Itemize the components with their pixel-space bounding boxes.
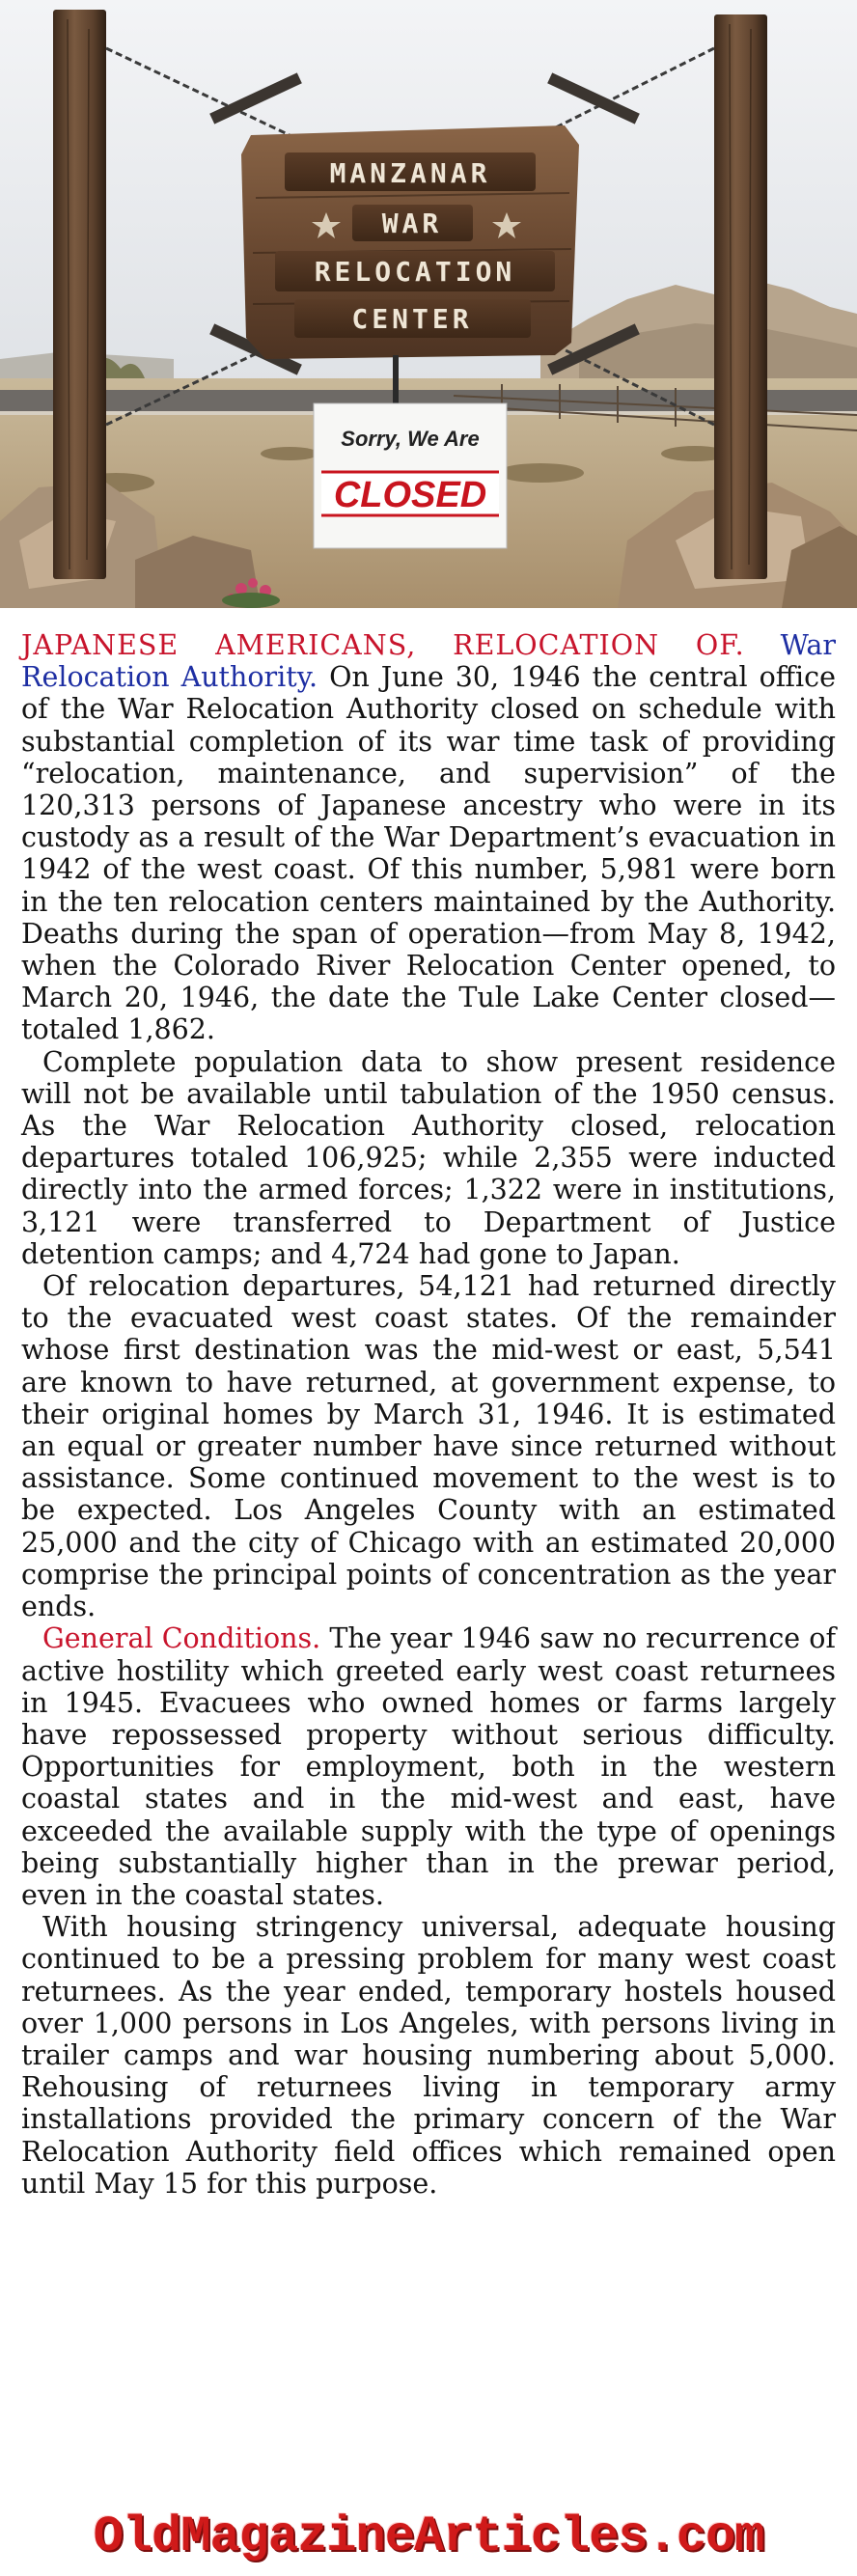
site-watermark — [0, 2506, 857, 2576]
article-body — [21, 629, 836, 2200]
manzanar-sign-photo — [0, 0, 857, 608]
site-name: OldMagazineArticles.com — [93, 2508, 764, 2565]
sign-line-relocation: RELOCATION — [314, 256, 516, 288]
sign-line-center: CENTER — [351, 303, 473, 335]
photo-illustration — [0, 0, 857, 608]
article-paragraph-5: With housing stringency universal, adequate housing continued to be a pressing problem for many west coast returnees. As the year ended, temporary hostels housed over 1,000 persons in Los Angeles, with persons living in trailer camps and war housing numbering about 5,000. Rehousing of returnees living in temporary army installations provided the primary concern of the War Relocation Authority field offices which remained open until May 15 for this purpose. — [21, 1911, 836, 2200]
sign-line-manzanar: MANZANAR — [329, 157, 491, 189]
article-heading: JAPANESE AMERICANS, RELOCATION OF. — [21, 629, 745, 661]
section-heading-general-conditions: General Conditions. — [42, 1622, 321, 1655]
paragraph-text: On June 30, 1946 the central office of the War Relocation Authority closed on schedule with substantial completion of its war time task of providing “relocation, maintenance, and supervision” of the 120,313 persons of Japanese ancestry who were in its custody as a result of the War Department’s evacuation in 1942 of the west coast. Of this number, 5,981 were born in the ten relocation centers maintained by the Authority. Deaths during the span of operation—from May 8, 1942, when the Colorado River Relocation Center opened, to March 20, 1946, the date the Tule Lake Center closed—totaled 1,862. — [21, 661, 836, 1046]
closed-sign — [314, 403, 507, 548]
article-paragraph-1 — [21, 629, 836, 1046]
sign-line-war: WAR — [381, 208, 443, 239]
article-subject: War Relocation Authority. — [21, 629, 837, 694]
article-paragraph-3: Of relocation departures, 54,121 had returned directly to the evacuated west coast states. Of the remainder whose first destination was the mid-west or east, 5,541 are known to have returned, at government expense, to their original homes by March 31, 1946. It is estimated an equal or greater number have since returned without assistance. Some continued movement to the west is to be expected. Los Angeles County with an estimated 25,000 and the city of Chicago with an estimated 20,000 comprise the principal points of concentration as the year ends. — [21, 1270, 836, 1623]
closed-sign-main-text: CLOSED — [333, 475, 487, 515]
article-paragraph-2: Complete population data to show present residence will not be available until tabulation of the 1950 census. As the War Relocation Authority closed, relocation departures totaled 106,925; while 2,355 were inducted directly into the armed forces; 1,322 were in institutions, 3,121 were transferred to Department of Justice detention camps; and 4,724 had gone to Japan. — [21, 1045, 836, 1270]
closed-sign-top-text: Sorry, We Are — [341, 427, 480, 451]
article-paragraph-4 — [21, 1622, 836, 1911]
paragraph-text: The year 1946 saw no recurrence of active hostility which greeted early west coast returnees in 1945. Evacuees who owned homes or farms largely have repossessed property without serious difficulty. Opportunities for employment, both in the western coastal states and in the mid-west and east, have exceeded the available supply with the type of openings being substantially higher than in the prewar period, even in the coastal states. — [21, 1622, 837, 1911]
